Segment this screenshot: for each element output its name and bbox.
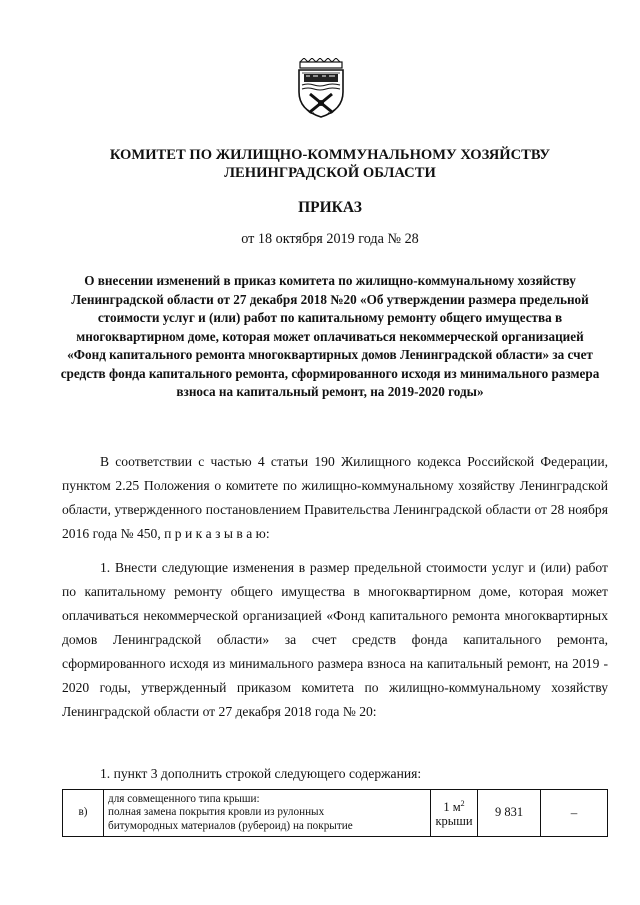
committee-name (60, 146, 600, 182)
coat-of-arms-icon (296, 58, 346, 118)
order-subject: О внесении изменений в приказ комитета по жилищно-коммунальному хозяйству Ленинградской области от 27 декабря 2018 №20 «Об утверждении размера предельной стоимости услуг и (или) работ по капитальному ремонту общего имущества в многоквартирном доме, которая может оплачиваться некоммерческой организацией «Фонд капитального ремонта многоквартирных домов Ленинградской области» за счет средств фонда капитального ремонта, сформированного исходя из минимального размера взноса на капитальный ремонт, на 2019-2020 годы» (60, 273, 600, 399)
unit-main: 1 м (443, 800, 461, 815)
order-date: от 18 октября 2019 года № 28 (241, 231, 419, 247)
order-title: ПРИКАЗ (298, 199, 362, 216)
committee-line-2: ЛЕНИНГРАДСКОЙ ОБЛАСТИ (224, 165, 436, 181)
preamble-paragraph: В соответствии с частью 4 статьи 190 Жилищного кодекса Российской Федерации, пунктом 2.25 Положения о комитете по жилищно-коммунальному хозяйству Ленинградской области, утвержденного постановлением Правительства Ленинградской области от 28 ноября 2016 года № 450, п р и к а з ы в а ю: (62, 454, 608, 541)
unit-subject: крыши (435, 814, 473, 829)
row-price-cell: 9 831 (478, 790, 541, 837)
table-row (63, 790, 608, 837)
description-line: битумородных материалов (рубероид) на покрытие (108, 819, 353, 832)
unit-label (435, 797, 473, 815)
description-line: для совмещенного типа крыши: (108, 792, 260, 805)
row-note-cell: – (541, 790, 608, 837)
row-description-cell (104, 790, 431, 837)
unit-superscript: 2 (460, 799, 465, 809)
description-line: полная замена покрытия кровли из рулонных (108, 806, 325, 819)
item-1-1-paragraph: 1. пункт 3 дополнить строкой следующего содержания: (100, 766, 422, 781)
committee-line-1: КОМИТЕТ ПО ЖИЛИЩНО-КОММУНАЛЬНОМУ ХОЗЯЙСТВУ (109, 147, 551, 163)
row-unit-cell (431, 790, 478, 837)
item-1-paragraph: 1. Внести следующие изменения в размер предельной стоимости услуг и (или) работ по капитальному ремонту общего имущества в многоквартирном доме, которая может оплачиваться некоммерческой организацией «Фонд капитального ремонта многоквартирных домов Ленинградской области» за счет средств фонда капитального ремонта, сформированного исходя из минимального размера взноса на капитальный ремонт, на 2019 - 2020 годы, утвержденный приказом комитета по жилищно-коммунальному хозяйству Ленинградской области от 27 декабря 2018 года № 20: (62, 560, 608, 719)
row-letter-cell: в) (63, 790, 104, 837)
price-table (62, 789, 608, 837)
